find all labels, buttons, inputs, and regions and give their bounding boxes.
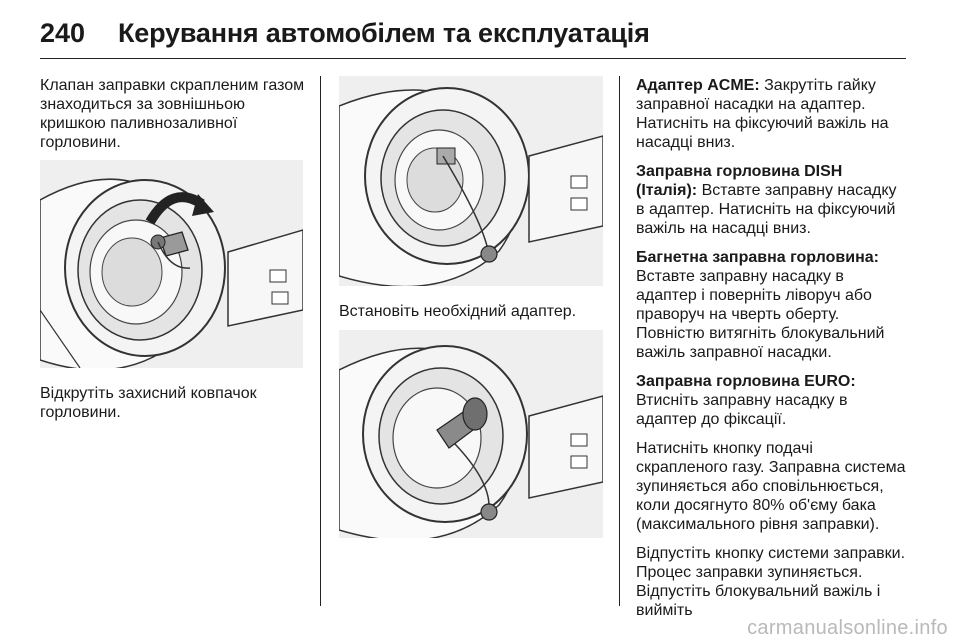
column-2-caption [339, 302, 611, 331]
figure-remove-cap [40, 160, 303, 368]
acme-title: Адаптер ACME: [636, 77, 760, 94]
figure-adapter-detail [339, 330, 603, 538]
watermark: carmanualsonline.info [747, 617, 948, 639]
acme-paragraph [636, 76, 906, 152]
adapter-detail-illustration [339, 330, 603, 538]
figure-install-adapter [339, 76, 603, 286]
fuel-flap-cap-illustration [40, 160, 303, 368]
bayonet-title: Багнетна заправна горловина: [636, 249, 879, 266]
header-rule [40, 58, 906, 59]
page-number: 240 [40, 18, 86, 48]
dish-title: Заправна горловина DISH (Італія): [636, 163, 843, 199]
column-3 [636, 76, 906, 630]
dish-text: Вставте заправну насадку в адаптер. Натисніть на фіксуючий важіль на насадці вниз. [636, 182, 897, 237]
page-header [40, 12, 910, 58]
column-1-caption [40, 384, 312, 432]
euro-title: Заправна горловина EURO: [636, 373, 856, 390]
intro-text: Клапан заправки скрапленим газом знаходиться за зовнішньою кришкою паливнозаливної горловини. [40, 77, 305, 151]
filling-paragraph: Натисніть кнопку подачі скрапленого газу. Заправна система зупиняється або сповільнюється, коли досягнуто 80% об'єму бака (максимального рівня заправки). [636, 440, 906, 533]
column-1 [40, 76, 312, 162]
acme-text: Закрутіть гайку заправної насадки на адаптер. Натисніть на фіксуючий важіль на насадці вниз. [636, 77, 889, 151]
dish-paragraph [636, 162, 906, 238]
euro-paragraph [636, 372, 906, 429]
column-divider-1 [320, 76, 321, 606]
caption-remove-cap: Відкрутіть захисний ковпачок горловини. [40, 385, 257, 421]
bayonet-text: Вставте заправну насадку в адаптер і поверніть ліворуч або праворуч на чверть оберту. Повністю витягніть блокувальний важіль заправної насадки. [636, 268, 885, 361]
chapter-title: Керування автомобілем та експлуатація [118, 18, 650, 48]
adapter-illustration [339, 76, 603, 286]
caption-install-adapter: Встановіть необхідний адаптер. [339, 303, 577, 320]
column-divider-2 [619, 76, 620, 606]
bayonet-paragraph [636, 248, 906, 362]
euro-text: Втисніть заправну насадку в адаптер до фіксації. [636, 392, 848, 428]
release-paragraph: Відпустіть кнопку системи заправки. Процес заправки зупиняється. Відпустіть блокувальний важіль і вийміть [636, 545, 906, 619]
